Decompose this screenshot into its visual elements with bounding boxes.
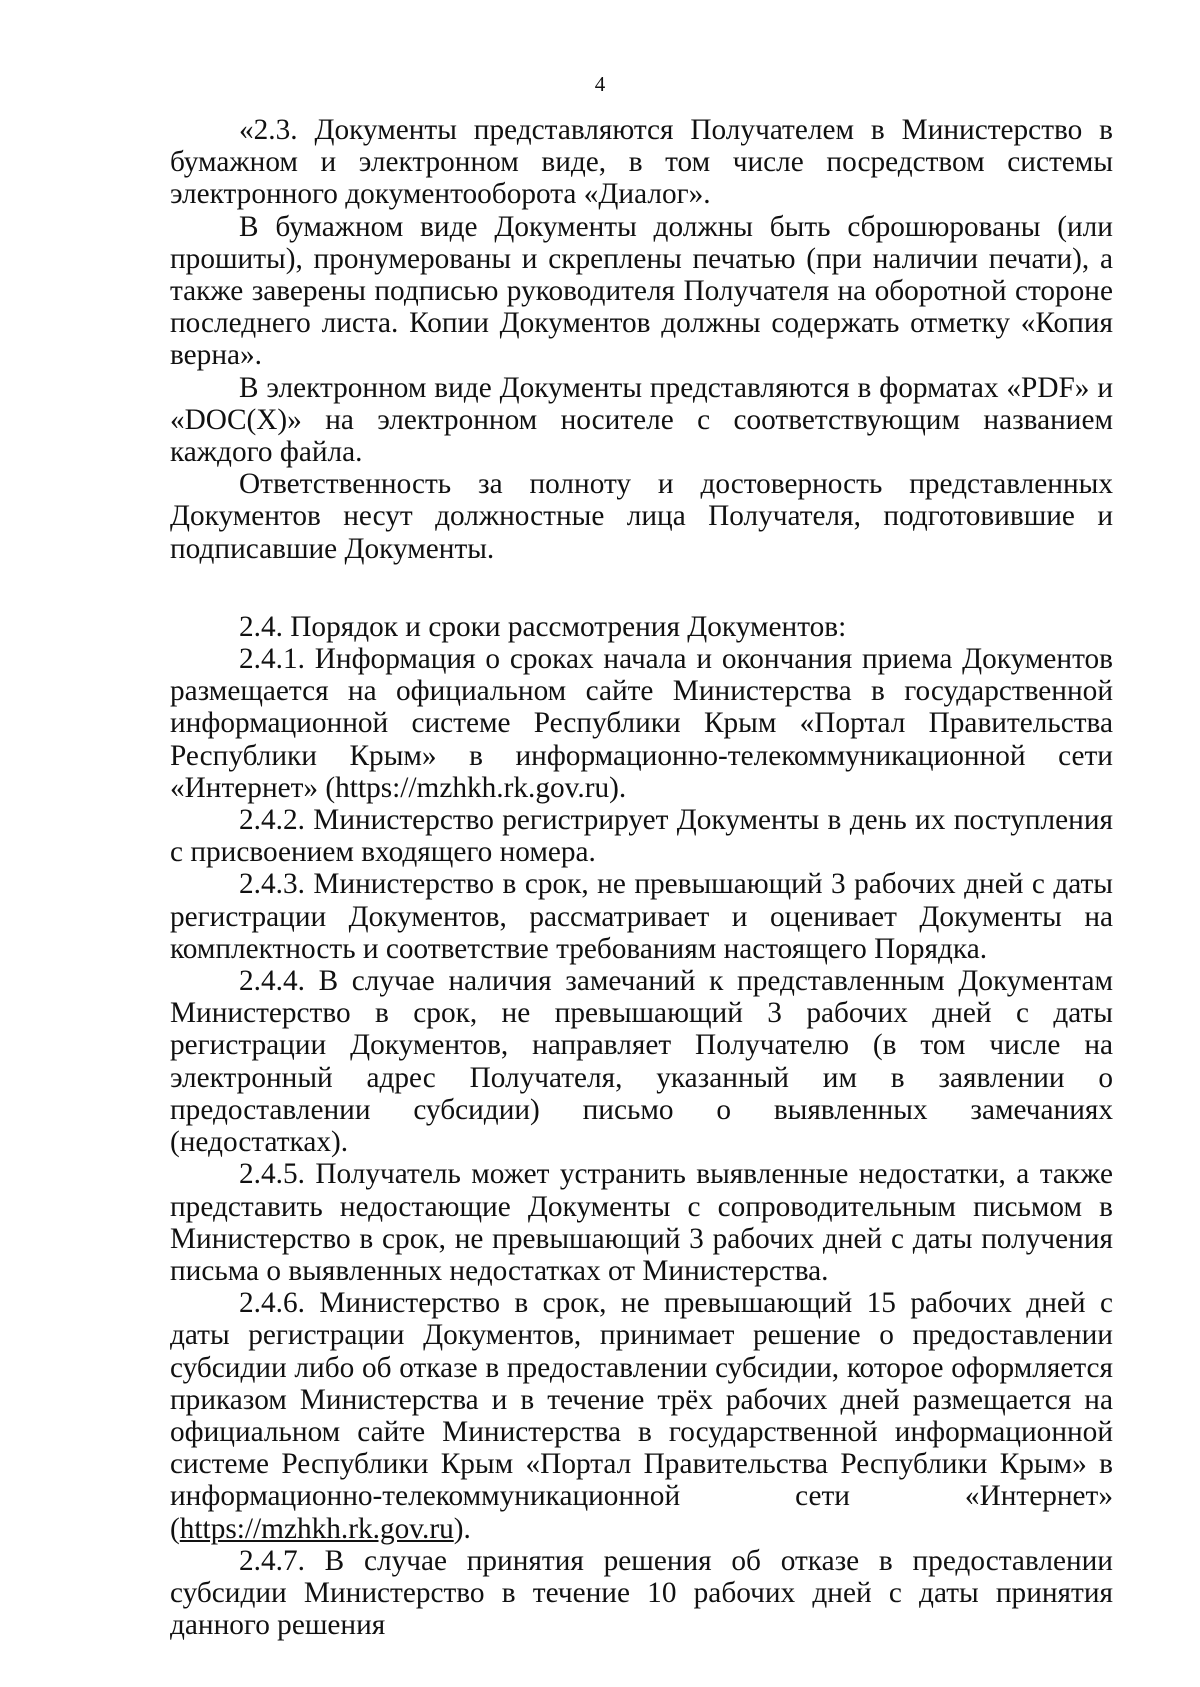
section-gap: [170, 565, 1113, 611]
paragraph-2-4-6-end: ).: [453, 1512, 471, 1545]
paragraph-2-4-6: [170, 1287, 1113, 1545]
portal-link[interactable]: https://mzhkh.rk.gov.ru: [179, 1512, 454, 1545]
paragraph-2-4: 2.4. Порядок и сроки рассмотрения Документов:: [239, 610, 847, 643]
paragraph-2-4-4: 2.4.4. В случае наличия замечаний к представленным Документам Министерство в срок, не превышающий 3 рабочих дней с даты регистрации Документов, направляет Получателю (в том числе на электронный адрес Получателя, указанный им в заявлении о предоставлении субсидии) письмо о выявленных замечаниях (недостатках).: [170, 965, 1113, 1159]
paragraph-2-4-3: 2.4.3. Министерство в срок, не превышающий 3 рабочих дней с даты регистрации Документов, рассматривает и оценивает Документы на комплектность и соответствие требованиям настоящего Порядка.: [170, 868, 1113, 965]
paragraph-2-4-6-text: 2.4.6. Министерство в срок, не превышающий 15 рабочих дней с даты регистрации Документов, принимает решение о предоставлении субсидии либо об отказе в предоставлении субсидии, которое оформляется приказом Министерства и в течение трёх рабочих дней размещается на официальном сайте Министерства в государственной информационной системе Республики Крым «Портал Правительства Республики Крым» в информационно-телекоммуникационной сети «Интернет» (: [170, 1287, 1113, 1545]
paragraph-responsibility: Ответственность за полноту и достоверность представленных Документов несут должностные лица Получателя, подготовившие и подписавшие Документы.: [170, 468, 1113, 565]
document-body: [170, 114, 1113, 1641]
paragraph-2-4-5: 2.4.5. Получатель может устранить выявленные недостатки, а также представить недостающие Документы с сопроводительным письмом в Министерство в срок, не превышающий 3 рабочих дней с даты получения письма о выявленных недостатках от Министерства.: [170, 1158, 1113, 1287]
paragraph-2-4-1: 2.4.1. Информация о сроках начала и окончания приема Документов размещается на официальном сайте Министерства в государственной информационной системе Республики Крым «Портал Правительства Республики Крым» в информационно-телекоммуникационной сети «Интернет» (https://mzhkh.rk.gov.ru).: [170, 643, 1113, 804]
page-number: 4: [594, 72, 606, 96]
paragraph-2-4-7: 2.4.7. В случае принятия решения об отказе в предоставлении субсидии Министерство в течение 10 рабочих дней с даты принятия данного решения: [170, 1544, 1113, 1642]
paragraph-2-3: «2.3. Документы представляются Получателем в Министерство в бумажном и электронном виде, в том числе посредством системы электронного документооборота «Диалог».: [170, 114, 1113, 211]
paragraph-2-4-2: 2.4.2. Министерство регистрирует Документы в день их поступления с присвоением входящего номера.: [170, 804, 1113, 869]
paragraph-paper-format: В бумажном виде Документы должны быть сброшюрованы (или прошиты), пронумерованы и скреплены печатью (при наличии печати), а также заверены подписью руководителя Получателя на оборотной стороне последнего листа. Копии Документов должны содержать отметку «Копия верна».: [170, 210, 1113, 372]
paragraph-electronic-format: В электронном виде Документы представляются в форматах «PDF» и «DOC(X)» на электронном носителе с соответствующим названием каждого файла.: [170, 371, 1113, 469]
